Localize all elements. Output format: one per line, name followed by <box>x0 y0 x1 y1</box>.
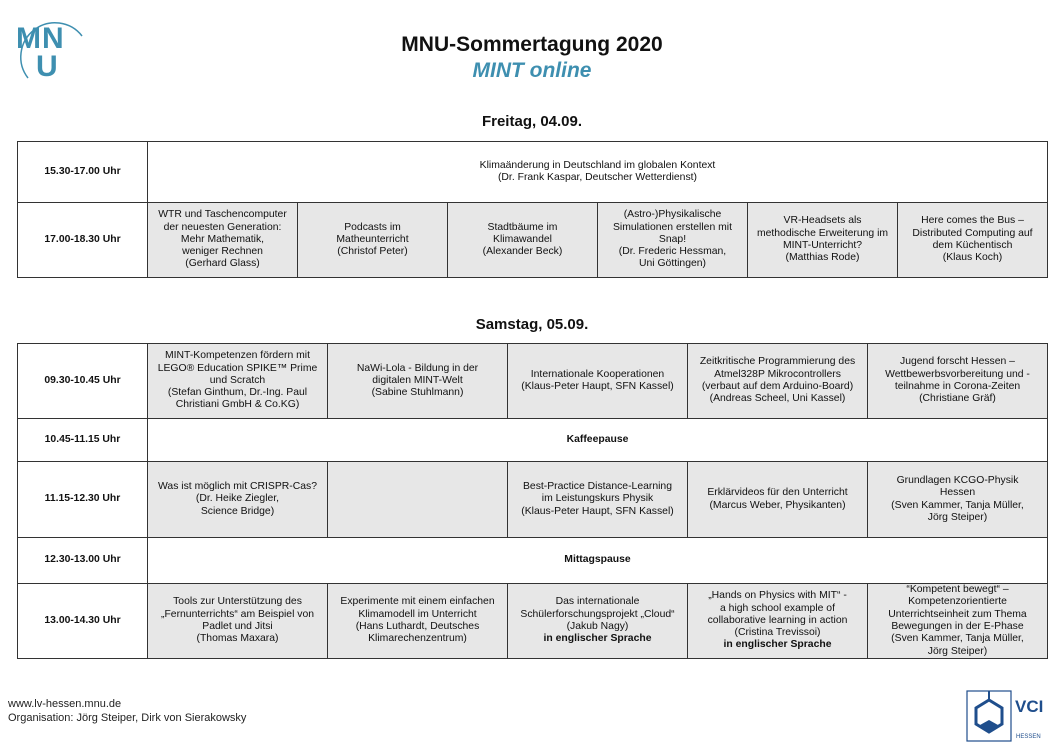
session-line: „Fernunterrichts“ am Beispiel von <box>160 608 315 620</box>
session-line: Unterrichtseinheit zum Thema <box>888 608 1027 620</box>
saturday-row-1 <box>18 344 1048 419</box>
plenary-talk <box>148 142 1048 203</box>
vci-logo <box>966 690 1046 742</box>
session-line: a high school example of <box>720 602 835 614</box>
session-cell-empty <box>328 462 508 538</box>
friday-heading: Freitag, 04.09. <box>481 113 583 130</box>
session-line: und Scratch <box>209 374 266 386</box>
session-line: Hessen <box>939 487 976 499</box>
session-line: “Kompetent bewegt“ – <box>906 584 1009 596</box>
session-line: Christiani GmbH & Co.KG) <box>175 399 300 411</box>
session-line: (Sabine Stuhlmann) <box>371 387 464 399</box>
english-note: in englischer Sprache <box>723 639 832 651</box>
svg-text:M: M <box>16 22 41 55</box>
svg-text:N: N <box>42 22 64 55</box>
session-line: Klimawandel <box>493 233 552 245</box>
session-line: Snap! <box>658 233 687 245</box>
friday-row-plenary <box>18 142 1048 203</box>
session-line: (Klaus-Peter Haupt, SFN Kassel) <box>521 505 674 517</box>
saturday-row-2 <box>18 462 1048 538</box>
session-line: Internationale Kooperationen <box>530 368 665 380</box>
footer <box>8 697 246 725</box>
pause-label: Kaffeepause <box>148 419 1048 462</box>
session-line: Matheunterricht <box>336 233 409 245</box>
session-line: Bewegungen in der E-Phase <box>891 621 1024 632</box>
talk-line: (Dr. Frank Kaspar, Deutscher Wetterdienst) <box>497 172 698 183</box>
organisation-credit: Organisation: Jörg Steiper, Dirk von Sierakowsky <box>8 712 247 724</box>
session-line: (Stefan Ginthum, Dr.-Ing. Paul <box>167 387 308 399</box>
session-line: Jugend forscht Hessen – <box>900 356 1015 368</box>
time-slot: 17.00-18.30 Uhr <box>18 203 148 278</box>
session-line: Best-Practice Distance-Learning <box>522 481 672 493</box>
session-cell <box>688 344 868 419</box>
session-cell <box>688 462 868 538</box>
time-slot: 13.00-14.30 Uhr <box>18 584 148 659</box>
session-cell <box>508 462 688 538</box>
time-slot: 09.30-10.45 Uhr <box>18 344 148 419</box>
session-cell <box>508 584 688 659</box>
session-line: Podcasts im <box>344 221 401 233</box>
session-line: Experimente mit einem einfachen <box>340 596 495 608</box>
session-line: Zeitkritische Programmierung des <box>699 356 856 368</box>
session-cell <box>448 203 598 278</box>
session-line: Jörg Steiper) <box>927 511 988 523</box>
session-line: Mehr Mathematik, <box>180 233 265 245</box>
session-line: Here comes the Bus – <box>921 215 1024 227</box>
saturday-row-3 <box>18 584 1048 659</box>
session-line: Grundlagen KCGO-Physik <box>896 474 1019 486</box>
page-subtitle: MINT online <box>472 59 592 82</box>
session-line: im Leistungskurs Physik <box>541 493 654 505</box>
svg-text:HESSEN: HESSEN <box>1016 734 1041 740</box>
session-line: (Hans Luthardt, Deutsches <box>355 621 480 632</box>
page-title: MNU-Sommertagung 2020 <box>401 33 663 56</box>
saturday-pause-coffee <box>18 419 1048 462</box>
session-cell <box>328 584 508 659</box>
session-line: LEGO® Education SPIKE™ Prime <box>157 362 318 374</box>
session-cell <box>328 344 508 419</box>
session-line: methodische Erweiterung im <box>756 227 889 239</box>
session-line: Erklärvideos für den Unterricht <box>707 487 848 499</box>
svg-text:VCI: VCI <box>1015 697 1044 716</box>
saturday-heading: Samstag, 05.09. <box>475 316 589 333</box>
session-line: Kompetenzorientierte <box>908 596 1007 608</box>
session-line: (Alexander Beck) <box>482 246 563 258</box>
saturday-pause-lunch <box>18 538 1048 584</box>
session-line: teilnahme in Corona-Zeiten <box>894 381 1021 392</box>
session-line: Tools zur Unterstützung des <box>173 596 302 608</box>
session-line: (Sven Kammer, Tanja Müller, <box>891 499 1024 511</box>
session-line: „Hands on Physics with MIT“ - <box>708 590 847 602</box>
session-line: MINT-Kompetenzen fördern mit <box>165 350 310 362</box>
session-cell <box>688 584 868 659</box>
svg-text:U: U <box>36 50 58 83</box>
session-line: Science Bridge) <box>200 505 275 517</box>
session-line: (Matthias Rode) <box>785 252 860 264</box>
session-line: dem Küchentisch <box>932 240 1013 251</box>
session-cell <box>148 344 328 419</box>
session-cell <box>598 203 748 278</box>
title-block <box>0 32 1064 84</box>
session-line: (Thomas Maxara) <box>196 633 279 645</box>
session-line: weniger Rechnen <box>182 246 263 258</box>
session-line: Das internationale <box>555 596 640 608</box>
session-line: VR-Headsets als <box>783 215 862 227</box>
session-line: collaborative learning in action <box>707 614 848 626</box>
session-line: (Gerhard Glass) <box>185 258 260 270</box>
session-cell <box>508 344 688 419</box>
session-line: Klimamodell im Unterricht <box>358 608 477 620</box>
session-line: digitalen MINT-Welt <box>372 374 463 386</box>
session-line: (verbaut auf dem Arduino-Board) <box>701 381 854 392</box>
session-line: Distributed Computing auf <box>912 227 1033 239</box>
session-line: Jörg Steiper) <box>927 645 988 657</box>
session-line: (Klaus-Peter Haupt, SFN Kassel) <box>521 381 674 392</box>
session-line: Simulationen erstellen mit <box>613 221 732 233</box>
session-line: MINT-Unterricht? <box>782 240 863 251</box>
session-cell <box>868 344 1048 419</box>
session-line: (Sven Kammer, Tanja Müller, <box>891 633 1024 645</box>
session-line: der neuesten Generation: <box>163 221 282 233</box>
session-cell <box>148 462 328 538</box>
session-line: NaWi-Lola - Bildung in der <box>356 362 479 374</box>
time-slot: 11.15-12.30 Uhr <box>18 462 148 538</box>
session-line: (Christiane Gräf) <box>919 393 996 405</box>
time-slot: 12.30-13.00 Uhr <box>18 538 148 584</box>
session-line: (Dr. Heike Ziegler, <box>195 493 280 505</box>
session-cell <box>298 203 448 278</box>
session-line: Was ist möglich mit CRISPR-Cas? <box>158 481 317 493</box>
session-line: Atmel328P Mikrocontrollers <box>714 368 841 380</box>
session-line: Stadtbäume im <box>487 221 558 233</box>
session-line: Schülerforschungsprojekt „Cloud“ <box>520 608 675 620</box>
session-cell <box>898 203 1048 278</box>
time-slot: 15.30-17.00 Uhr <box>18 142 148 203</box>
website-link[interactable]: www.lv-hessen.mnu.de <box>8 698 122 710</box>
pause-label: Mittagspause <box>148 538 1048 584</box>
session-line: (Marcus Weber, Physikanten) <box>709 499 846 511</box>
session-line: Uni Göttingen) <box>639 258 706 270</box>
talk-line: Klimaänderung in Deutschland im globalen Kontext <box>479 159 716 171</box>
friday-schedule-table <box>17 141 1048 278</box>
session-line: (Klaus Koch) <box>942 252 1003 264</box>
session-cell <box>868 584 1048 659</box>
session-line: Padlet und Jitsi <box>202 621 273 632</box>
session-cell <box>148 584 328 659</box>
session-line: Klimarechenzentrum) <box>368 633 467 645</box>
session-line: (Dr. Frederic Hessman, <box>618 246 727 258</box>
session-line: (Cristina Trevissoi) <box>734 627 821 639</box>
session-cell <box>748 203 898 278</box>
time-slot: 10.45-11.15 Uhr <box>18 419 148 462</box>
session-line: WTR und Taschencomputer <box>158 209 287 221</box>
english-note: in englischer Sprache <box>543 633 652 645</box>
session-line: (Andreas Scheel, Uni Kassel) <box>709 393 846 405</box>
session-line: (Astro-)Physikalische <box>623 209 722 221</box>
friday-row-sessions <box>18 203 1048 278</box>
session-cell <box>868 462 1048 538</box>
session-line: Wettbewerbsvorbereitung und - <box>885 368 1030 380</box>
session-line: (Christof Peter) <box>337 246 408 258</box>
saturday-schedule-table <box>17 343 1048 659</box>
session-line: (Jakub Nagy) <box>566 621 629 632</box>
session-cell <box>148 203 298 278</box>
